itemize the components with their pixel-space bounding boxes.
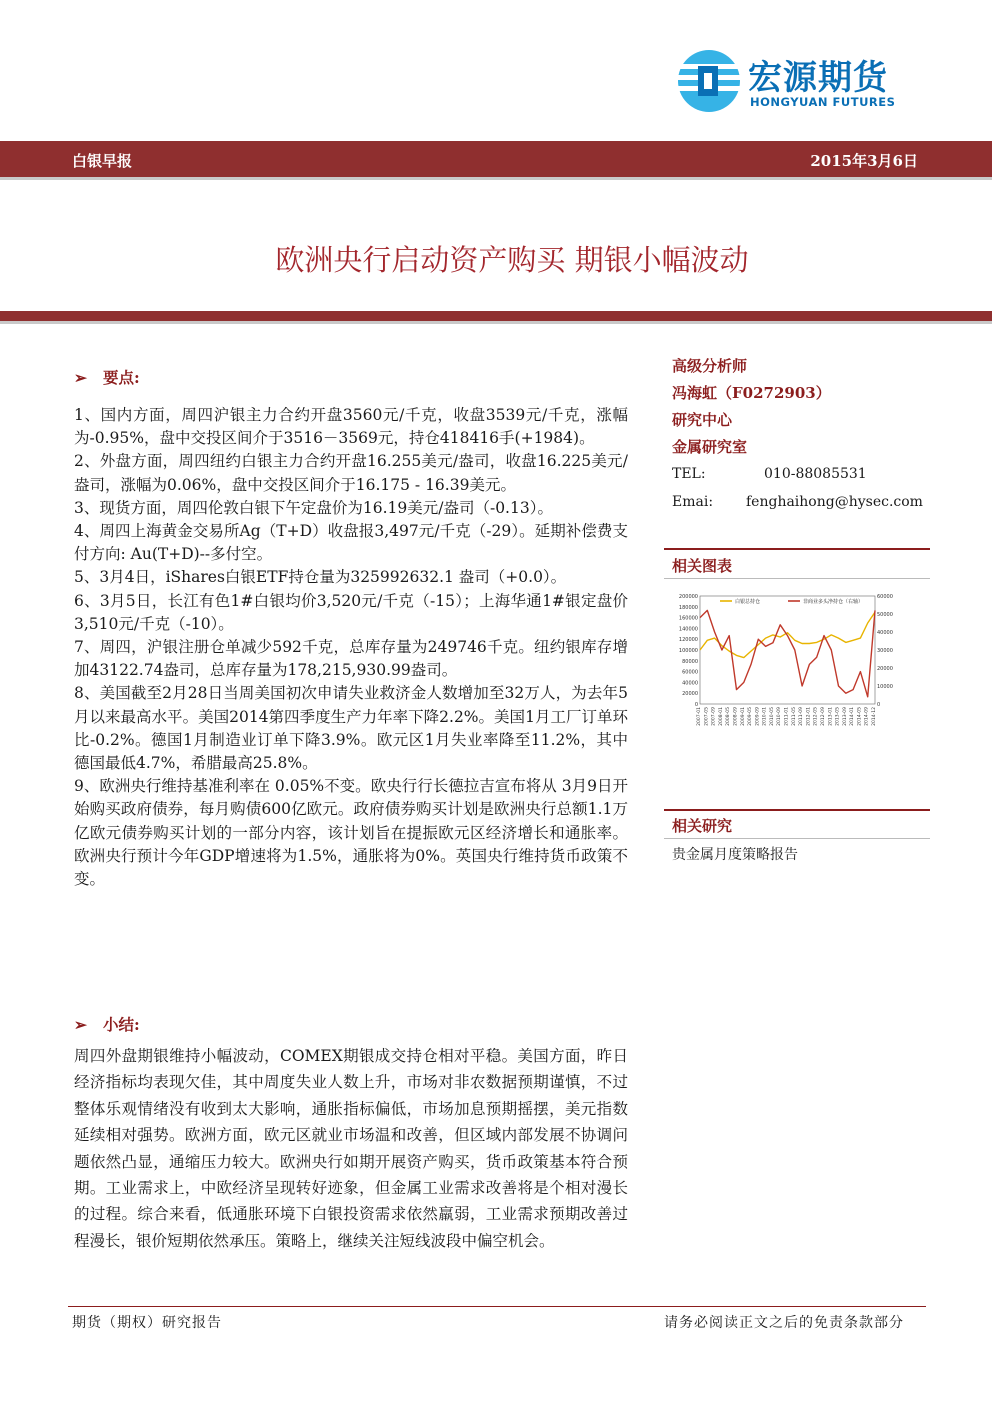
arrow-bullet-icon: ➢: [74, 368, 87, 387]
right-axis-tick-label: 20000: [877, 666, 893, 672]
x-axis-tick-label: 2011-01: [784, 707, 790, 726]
legend-label: 非商业多头净持仓（右轴）: [803, 599, 864, 605]
related-research-rule: [664, 809, 930, 811]
x-axis-tick-label: 2014-01: [850, 707, 856, 726]
x-axis-tick-label: 2010-01: [762, 707, 768, 726]
arrow-bullet-icon: ➢: [74, 1015, 87, 1034]
company-logo-name-en: HONGYUAN FUTURES: [750, 95, 896, 109]
analyst-dept: 研究中心: [672, 411, 733, 429]
related-chart-underline: [664, 578, 930, 579]
right-axis-tick-label: 40000: [877, 630, 893, 636]
key-point-paragraph: 5、3月4日，iShares白银ETF持仓量为325992632.1 盎司（+0.0）。: [74, 568, 567, 587]
x-axis-tick-label: 2009-05: [748, 707, 754, 726]
x-axis-tick-label: 2011-09: [799, 707, 805, 726]
report-headline: 欧洲央行启动资产购买 期银小幅波动: [275, 243, 749, 277]
related-research-item[interactable]: 贵金属月度策略报告: [672, 847, 798, 863]
x-axis-tick-label: 2013-05: [835, 707, 841, 726]
header-band-underline: [0, 177, 992, 180]
left-axis-tick-label: 120000: [678, 637, 698, 644]
series-lines: [700, 610, 875, 696]
silver-positions-chart: [670, 588, 906, 740]
left-axis-tick-label: 0: [694, 702, 698, 708]
key-points-heading: ➢ 要点:: [74, 368, 140, 387]
title-band-underline: [0, 321, 992, 324]
x-axis-tick-label: 2014-09: [864, 707, 870, 726]
left-axis-tick-label: 180000: [678, 604, 698, 611]
right-axis-tick-label: 50000: [877, 612, 893, 618]
series-line: [700, 610, 875, 696]
left-axis-tick-label: 60000: [682, 669, 698, 676]
email-value[interactable]: fenghaihong@hysec.com: [746, 494, 923, 510]
footer-disclaimer-note: 请务必阅读正文之后的免责条款部分: [664, 1315, 904, 1331]
key-points-body: [74, 404, 628, 891]
x-axis-tick-label: 2009-01: [740, 707, 746, 726]
left-axis-tick-label: 100000: [678, 648, 698, 654]
key-point-paragraph: 2、外盘方面，周四纽约白银主力合约开盘16.255美元/盎司，收盘16.225美元/盎司，涨幅为0.06%，盘中交投区间介于16.175 - 16.39美元。: [74, 452, 628, 494]
x-axis-tick-label: 2010-09: [777, 707, 783, 726]
analyst-office: 金属研究室: [672, 438, 748, 456]
left-axis-ticks: [679, 594, 698, 708]
legend-label: 白银总持仓: [735, 599, 761, 605]
report-type: 白银早报: [72, 152, 133, 170]
x-axis-tick-label: 2013-09: [842, 707, 848, 726]
x-axis-tick-label: 2007-01: [697, 707, 702, 726]
key-point-paragraph: 8、美国截至2月28日当周美国初次申请失业救济金人数增加至32万人，为去年5月以来最高水平。美国2014第四季度生产力年率下降2.2%。美国1月工厂订单环比-0.2%。德国1月制造业订单下降3.9%。欧元区1月失业率降至11.2%，其中德国最低4.7%，希腊最高25.8%。: [74, 684, 628, 773]
right-axis-tick-label: 0: [877, 702, 881, 708]
x-axis-tick-label: 2013-01: [828, 707, 834, 726]
right-axis-tick-label: 30000: [877, 648, 893, 654]
left-axis-tick-label: 40000: [682, 680, 698, 687]
left-axis-tick-label: 160000: [678, 615, 698, 622]
key-point-paragraph: 6、3月5日，长江有色1#白银均价3,520元/千克（-15）；上海华通1#银定盘价3,510元/千克（-10）。: [74, 591, 628, 633]
x-axis-tick-label: 2008-09: [733, 707, 739, 726]
tel-value: 010-88085531: [764, 466, 867, 482]
x-axis-tick-label: 2008-05: [726, 707, 732, 726]
x-axis-tick-label: 2007-09: [711, 707, 717, 726]
related-chart-heading: 相关图表: [672, 557, 733, 575]
x-axis-tick-label: 2014-05: [857, 707, 863, 726]
x-axis-tick-label: 2012-09: [820, 707, 826, 726]
left-axis-tick-label: 80000: [682, 658, 698, 665]
left-axis-tick-label: 20000: [682, 691, 698, 698]
related-research-underline: [664, 838, 930, 839]
report-date: 2015年3月6日: [810, 152, 918, 170]
x-axis-tick-label: 2010-05: [769, 707, 775, 726]
x-axis-tick-label: 2012-01: [806, 707, 812, 726]
right-axis-ticks: [877, 594, 893, 708]
summary-body: [74, 1043, 628, 1254]
key-point-paragraph: 7、周四，沪银注册仓单减少592千克，总库存量为249746千克。纽约银库存增加43122.74盎司，总库存量为178,215,930.99盎司。: [74, 638, 628, 680]
left-axis-tick-label: 200000: [678, 594, 698, 600]
company-logo-name: 宏源期货: [748, 58, 888, 98]
tel-label: TEL:: [672, 466, 706, 482]
summary-heading: ➢ 小结:: [74, 1015, 140, 1034]
right-axis-tick-label: 60000: [877, 594, 893, 600]
left-axis-tick-label: 140000: [678, 626, 698, 633]
key-point-paragraph: 3、现货方面，周四伦敦白银下午定盘价为16.19美元/盎司（-0.13）。: [74, 498, 553, 517]
x-axis-ticks: [696, 707, 877, 726]
x-axis-tick-label: 2009-09: [755, 707, 761, 726]
email-label: Emai:: [672, 494, 714, 510]
related-research-heading: 相关研究: [672, 817, 733, 835]
x-axis-tick-label: 2011-05: [791, 707, 797, 726]
footer-report-type: 期货（期权）研究报告: [72, 1315, 222, 1331]
analyst-name: 冯海虹（F0272903）: [672, 384, 831, 402]
right-axis-tick-label: 10000: [877, 684, 893, 690]
key-point-paragraph: 4、周四上海黄金交易所Ag（T+D）收盘报3,497元/千克（-29）。延期补偿费支付方向: Au(T+D)--多付空。: [74, 522, 628, 564]
footer-rule: [68, 1306, 926, 1307]
analyst-title: 高级分析师: [672, 357, 748, 375]
chart-legend: [720, 598, 863, 605]
related-chart-rule: [664, 548, 930, 550]
key-point-paragraph: 1、国内方面，周四沪银主力合约开盘3560元/千克，收盘3539元/千克，涨幅为-0.95%，盘中交投区间介于3516－3569元，持仓418416手(+1984)。: [74, 406, 628, 448]
plot-area-frame: [700, 596, 875, 704]
summary-paragraph: 周四外盘期银维持小幅波动，COMEX期银成交持仓相对平稳。美国方面，昨日经济指标均表现欠佳，其中周度失业人数上升，市场对非农数据预期谨慎，不过整体乐观情绪没有收到太大影响，通胀指标偏低，市场加息预期摇摆，美元指数延续相对强势。欧洲方面，欧元区就业市场温和改善，但区域内部发展不协调问题依然凸显，通缩压力较大。欧洲央行如期开展资产购买，货币政策基本符合预期。工业需求上，中欧经济呈现转好迹象，但金属工业需求改善将是个相对漫长的过程。综合来看，低通胀环境下白银投资需求依然羸弱，工业需求预期改善过程漫长，银价短期依然承压。策略上，继续关注短线波段中偏空机会。: [74, 1047, 628, 1250]
x-axis-tick-label: 2008-01: [718, 707, 724, 726]
x-axis-tick-label: 2012-05: [813, 707, 819, 726]
x-axis-tick-label: 2007-05: [704, 707, 710, 726]
x-axis-tick-label: 2014-12: [872, 707, 877, 726]
title-band: [0, 311, 992, 321]
key-point-paragraph: 9、欧洲央行维持基准利率在 0.05%不变。欧央行行长德拉吉宣布将从 3月9日开始购买政府债券，每月购债600亿欧元。政府债券购买计划是欧洲央行总额1.1万亿欧元债券购买计划的一部分内容，该计划旨在提振欧元区经济增长和通胀率。欧洲央行预计今年GDP增速将为1.5%，通胀将为0%。英国央行维持货币政策不变。: [74, 777, 628, 889]
